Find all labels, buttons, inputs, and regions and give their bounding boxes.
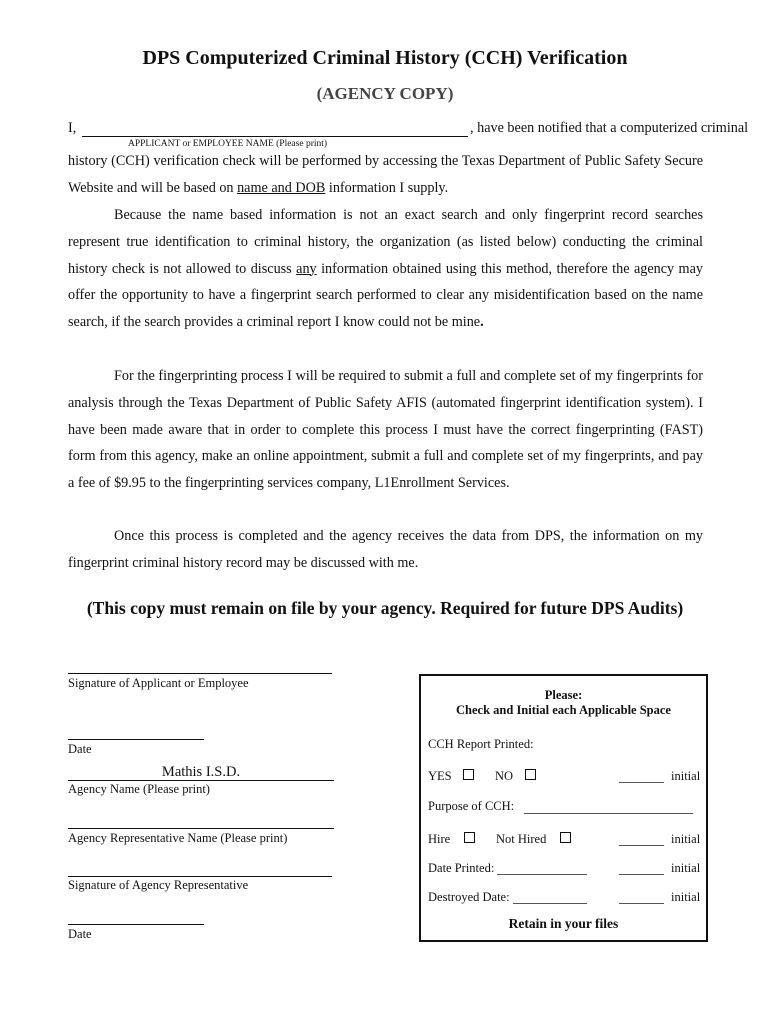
applicant-name-caption: APPLICANT or EMPLOYEE NAME (Please print) [128,139,328,149]
agency-rep-name-field[interactable] [68,828,334,829]
cch-printed-label: CCH Report Printed: [428,737,534,751]
panel-heading-please: Please: [544,688,583,702]
date-field-1[interactable] [68,739,204,740]
initial-label-4: initial [671,890,701,904]
agency-name-label: Agency Name (Please print) [68,782,210,796]
intro-suffix: , have been notified that a computerized criminal [470,120,749,136]
date-printed-label: Date Printed: [428,861,495,875]
yes-option: YES [428,769,452,783]
applicant-signature-label: Signature of Applicant or Employee [68,676,249,690]
not-hired-checkbox[interactable] [560,832,571,843]
date-printed-field[interactable] [497,874,587,875]
hire-checkbox[interactable] [464,832,475,843]
destroyed-date-label: Destroyed Date: [428,890,510,904]
hire-option: Hire [428,832,451,846]
date-label-1: Date [68,742,92,756]
no-checkbox[interactable] [525,769,536,780]
agency-rep-signature-label: Signature of Agency Representative [68,878,249,892]
initial-field-1[interactable] [619,782,664,783]
no-option: NO [495,769,514,783]
agency-rep-name-label: Agency Representative Name (Please print) [68,831,288,845]
paragraph-2: Because the name based information is not an exact search and only fingerprint record searches represent true identification to criminal history, the organization (as listed below) conducting the criminal history check is not allowed to discuss any information obtained using this method, therefore the agency may offer the opportunity to have a fingerprint search performed to clear any misidentification based on the name search, if the search provides a criminal report I know could not be mine. [68,207,703,331]
initial-field-3[interactable] [619,874,664,875]
yes-checkbox[interactable] [463,769,474,780]
retention-notice: (This copy must remain on file by your agency. Required for future DPS Audits) [86,598,684,618]
date-label-2: Date [68,927,92,941]
purpose-field[interactable] [524,813,693,814]
initial-field-2[interactable] [619,845,664,846]
initial-label-2: initial [671,832,701,846]
agency-name-value[interactable]: Mathis I.S.D. [161,764,241,780]
date-field-2[interactable] [68,924,204,925]
purpose-label: Purpose of CCH: [428,799,515,813]
agency-check-panel [419,674,708,942]
destroyed-date-field[interactable] [513,903,587,904]
initial-label-1: initial [671,769,701,783]
retain-note: Retain in your files [508,916,619,931]
agency-rep-signature-field[interactable] [68,876,332,877]
form-title: DPS Computerized Criminal History (CCH) Verification [142,47,628,69]
form-subtitle: (AGENCY COPY) [316,84,454,103]
intro-prefix: I, [68,120,77,136]
agency-name-field [68,780,334,781]
applicant-name-field[interactable] [82,136,468,137]
initial-field-4[interactable] [619,903,664,904]
paragraph-4: Once this process is completed and the agency receives the data from DPS, the information on my fingerprint criminal history record may be discussed with me. [68,528,703,571]
paragraph-3: For the fingerprinting process I will be required to submit a full and complete set of my fingerprints for analysis through the Texas Department of Public Safety AFIS (automated fingerprint identification system). I have been made aware that in order to complete this process I must have the correct fingerprinting (FAST) form from this agency, make an online appointment, submit a full and complete set of my fingerprints, and pay a fee of $9.95 to the fingerprinting services company, L1Enrollment Services. [68,368,703,492]
panel-heading-instructions: Check and Initial each Applicable Space [456,703,671,717]
initial-label-3: initial [671,861,701,875]
paragraph-1: history (CCH) verification check will be performed by accessing the Texas Department of Public Safety Secure Website and will be based on name and DOB information I supply. [68,153,703,196]
not-hired-option: Not Hired [496,832,547,846]
applicant-signature-field[interactable] [68,673,332,674]
